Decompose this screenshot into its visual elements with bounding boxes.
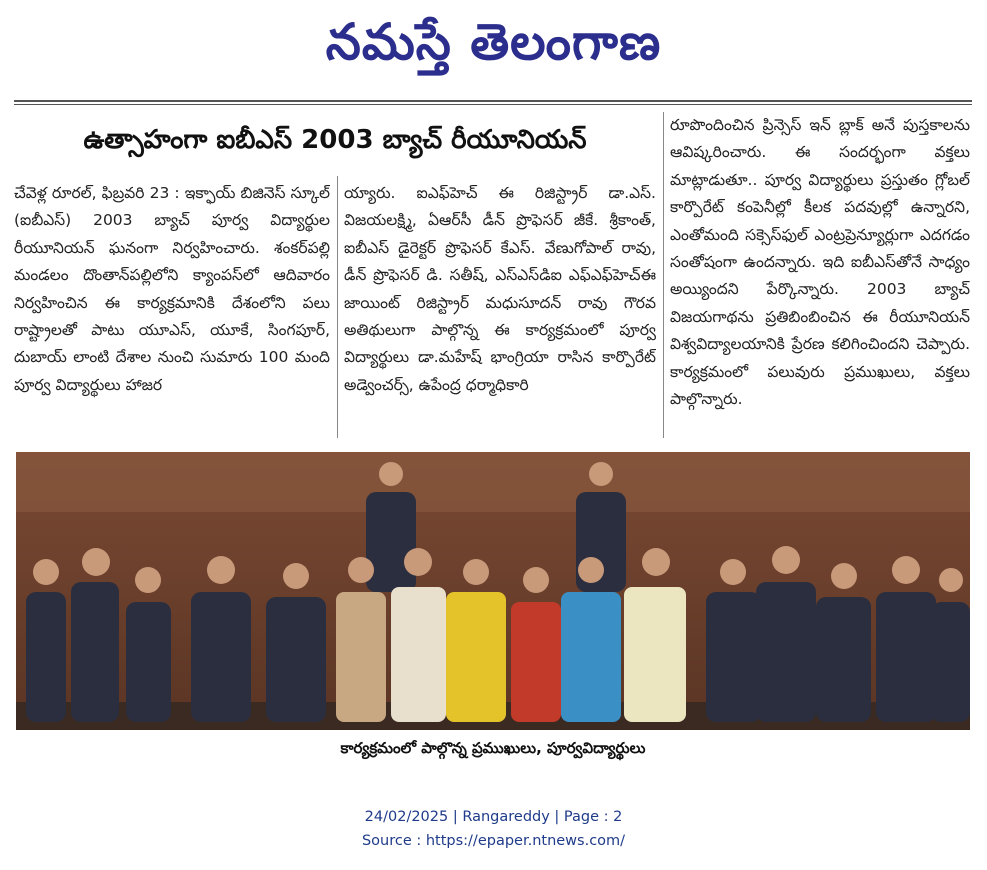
column-divider bbox=[663, 112, 664, 438]
article-headline: ఉత్సాహంగా ఐబీఎస్ 2003 బ్యాచ్ రీయూనియన్ bbox=[83, 125, 587, 155]
column-divider bbox=[337, 176, 338, 438]
article-text: రూపొందించిన ప్రిన్సెస్ ఇన్ బ్లాక్ అనే పుస్తకాలను ఆవిష్కరించారు. ఈ సందర్భంగా వక్తలు మాట్లాడుతూ.. పూర్వ విద్యార్థులు ప్రస్తుతం గ్లోబల్ కార్పొరేట్ కంపెనీల్లో కీలక పదవుల్లో ఉన్నారని, ఎంతోమంది సక్సెస్‌ఫుల్ ఎంట్రప్రెన్యూర్లుగా ఎదగడం సంతోషంగా ఉందన్నారు. ఇది ఐబీఎస్‌తోనే సాధ్యం అయ్యిందని పేర్కొన్నారు. 2003 బ్యాచ్ విజయగాథను ప్రతిబింబించిన ఈ రీయూనియన్ విశ్వవిద్యాలయానికి ప్రేరణ కలిగించిందని చెప్పారు. కార్యక్రమంలో పలువురు ప్రముఖులు, వక్తలు పాల్గొన్నారు. bbox=[670, 116, 970, 409]
group-photo-image bbox=[16, 452, 970, 730]
publication-info: 24/02/2025 | Rangareddy | Page : 2 bbox=[364, 809, 623, 825]
masthead-divider-thin bbox=[14, 104, 972, 105]
article-column-3 bbox=[670, 112, 970, 442]
newspaper-logo: నమస్తే తెలంగాణ bbox=[325, 13, 662, 71]
article-text: చేవెళ్ల రూరల్, ఫిబ్రవరి 23 : ఇక్ఫాయ్ బిజినెస్ స్కూల్ (ఐబీఎస్) 2003 బ్యాచ్ పూర్వ విద్యార్థుల రీయూనియన్ ఘనంగా నిర్వహించారు. శంకర్‌పల్లి మండలం దొంతాన్‌పల్లిలోని క్యాంపస్‌లో ఆదివారం నిర్వహించిన ఈ కార్యక్రమానికి దేశంలోని పలు రాష్ట్రాలతో పాటు యూఎస్, యూకే, సింగపూర్, దుబాయ్ లాంటి దేశాల నుంచి సుమారు 100 మంది పూర్వ విద్యార్థులు హాజర bbox=[14, 184, 330, 394]
masthead bbox=[0, 4, 987, 80]
article-text: య్యారు. ఐఎఫ్‌హెచ్ ఈ రిజిస్ట్రార్ డా.ఎస్. విజయలక్ష్మి, ఏఆర్‌సీ డీన్ ప్రొఫెసర్ జీకే. శ్రీకాంత్, ఐబీఎస్ డైరెక్టర్ ప్రొఫెసర్ కేఎస్. వేణుగోపాల్ రావు, డీన్ ప్రొఫెసర్ డి. సతీష్, ఎస్‌ఎస్‌డిఐ ఎఫ్‌ఎఫ్‌హెచ్‌ఈ జాయింట్ రిజిస్ట్రార్ మధుసూదన్ రావు గౌరవ అతిథులుగా పాల్గొన్న ఈ కార్యక్రమంలో పూర్వ విద్యార్థులు డా.మహేష్ భాంగ్రియా రాసిన కార్పొరేట్ అడ్వెంచర్స్, ఉపేంద్ర ధర్మాధికారి bbox=[344, 184, 656, 394]
article-column-2 bbox=[344, 180, 656, 430]
group-photo bbox=[16, 452, 970, 730]
photo-caption: కార్యక్రమంలో పాల్గొన్న ప్రముఖులు, పూర్వవిద్యార్థులు bbox=[340, 739, 646, 757]
article-column-1 bbox=[14, 180, 330, 430]
source-link[interactable]: Source : https://epaper.ntnews.com/ bbox=[361, 833, 626, 849]
masthead-divider bbox=[14, 100, 972, 102]
